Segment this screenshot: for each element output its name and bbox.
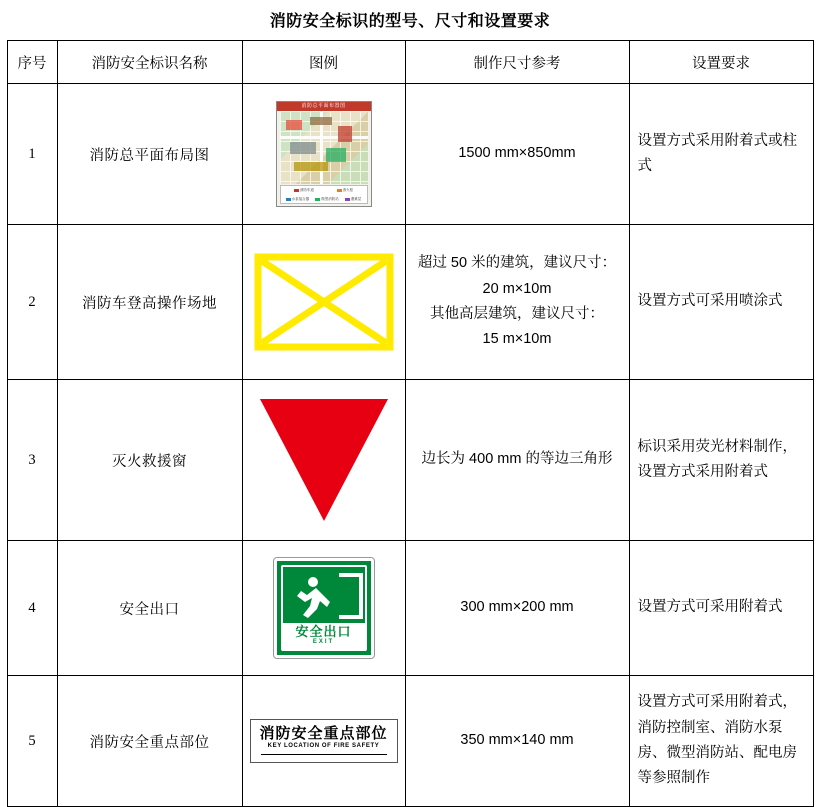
row-sign-name: 消防总平面布局图 [57,84,242,225]
page-title: 消防安全标识的型号、尺寸和设置要求 [269,13,551,30]
site-plan-road-horizontal [280,136,368,139]
emergency-exit-sign-icon [274,558,374,658]
yellow-rectangle-with-cross-icon [254,253,394,351]
site-plan-map [280,112,368,184]
row-size [405,84,629,225]
row-number: 5 [7,676,57,807]
site-plan-block [294,162,328,171]
row-requirement: 设置方式可采用附着式 [629,541,813,676]
row-figure [242,225,405,380]
plate-divider [261,754,387,755]
size-line: 15 m×10m [482,331,552,348]
row-figure [242,676,405,807]
header-cell-no: 序号 [7,41,57,84]
size-line: 20 m×10m [482,280,552,297]
row-figure [242,541,405,676]
site-plan-block [286,120,302,130]
size-line: 边长为 400 mm 的等边三角形 [421,451,613,468]
row-sign-name: 消防安全重点部位 [57,676,242,807]
size-line: 350 mm×140 mm [460,732,574,749]
row-number: 3 [7,380,57,541]
site-plan-thumbnail-icon [276,101,372,207]
fire-safety-sign-table [7,40,814,807]
legend-item: 微型消防站 [315,197,339,202]
row-requirement: 设置方式可采用附着式，消防控制室、消防水泵房、微型消防站、配电房等参照制作 [629,676,813,807]
legend-item: 消火栓 [337,188,354,193]
row-number: 2 [7,225,57,380]
site-plan-block [310,117,332,125]
row-size [405,676,629,807]
row-number: 4 [7,541,57,676]
row-size [405,225,629,380]
table-row [7,225,813,380]
size-line: 其他高层建筑，建议尺寸： [430,306,604,322]
row-requirement: 标识采用荧光材料制作，设置方式采用附着式 [629,380,813,541]
key-location-plate-icon [250,719,398,763]
header-cell-requirement: 设置要求 [629,41,813,84]
red-inverted-triangle-icon [258,397,390,523]
legend-item: 避难层 [345,197,362,202]
table-row [7,541,813,676]
site-plan-block [326,148,346,162]
row-requirement: 设置方式采用附着式或柱式 [629,84,813,225]
site-plan-block [290,142,316,154]
exit-sign-text-band [283,623,365,649]
row-sign-name: 安全出口 [57,541,242,676]
header-cell-figure: 图例 [242,41,405,84]
table-row [7,676,813,807]
legend-item: 水泵接合器 [286,197,310,202]
row-figure [242,380,405,541]
row-sign-name: 消防车登高操作场地 [57,225,242,380]
row-number: 1 [7,84,57,225]
row-sign-name: 灭火救援窗 [57,380,242,541]
size-line: 超过 50 米的建筑，建议尺寸： [417,255,617,272]
row-size [405,380,629,541]
header-cell-name: 消防安全标识名称 [57,41,242,84]
table-header-row [7,41,813,84]
legend-item: 消防车道 [294,188,314,193]
size-line: 300 mm×200 mm [460,599,574,616]
row-figure [242,84,405,225]
table-row [7,380,813,541]
site-plan-legend [280,185,368,204]
row-requirement: 设置方式可采用喷涂式 [629,225,813,380]
exit-sign-en-label: EXIT [312,639,335,645]
size-line: 1500 mm×850mm [458,145,576,162]
header-cell-size: 制作尺寸参考 [405,41,629,84]
exit-sign-cn-label: 安全出口 [295,624,352,639]
table-row [7,84,813,225]
site-plan-block [338,126,352,142]
plate-en-label: KEY LOCATION OF FIRE SAFETY [267,743,380,749]
site-plan-header-label: 消防总平面布置图 [277,102,371,111]
running-man-door-icon [283,571,365,621]
plate-cn-label: 消防安全重点部位 [259,725,388,742]
row-size [405,541,629,676]
